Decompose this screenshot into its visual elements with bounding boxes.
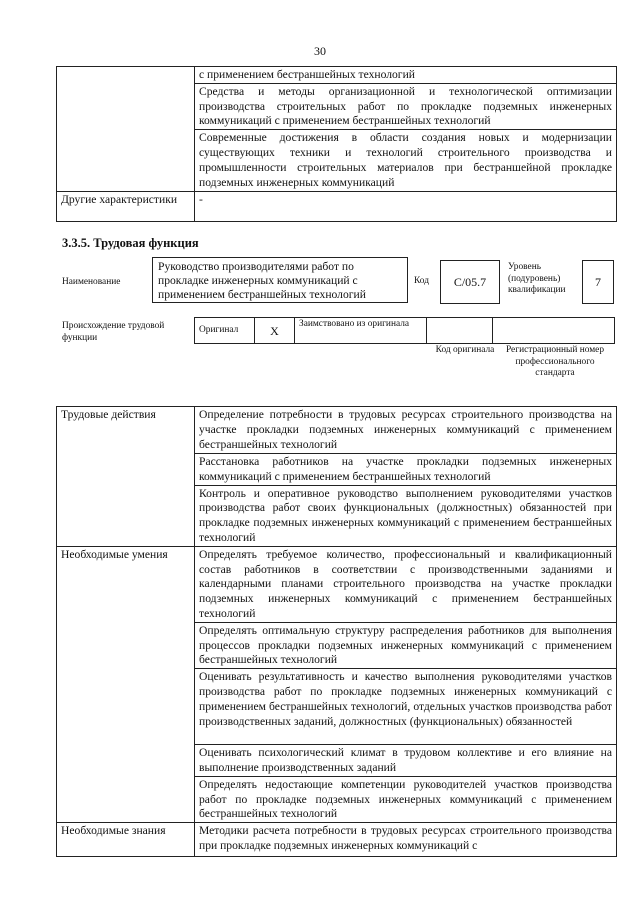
skills-label: Необходимые умения [57, 546, 195, 822]
original-mark: Х [255, 318, 295, 344]
top-knowledge-table [56, 66, 617, 222]
origin-label: Происхождение трудовой функции [62, 321, 165, 343]
original-label: Оригинал [195, 318, 255, 344]
other-characteristics-value: - [195, 192, 617, 222]
registration-caption: Регистрационный номер профессионального стандарта [505, 345, 605, 378]
labor-action-item: Расстановка работников на участке прокладки подземных инженерных коммуникаций с применением бестраншейных технологий [195, 454, 617, 486]
registration-number-cell [493, 318, 615, 344]
labor-action-item: Определение потребности в трудовых ресурсах строительного производства на участке прокладки подземных инженерных коммуникаций с применением бестраншейных технологий [195, 407, 617, 454]
borrowed-label: Заимствовано из оригинала [295, 318, 427, 344]
skill-item: Оценивать психологический климат в трудовом коллективе и его влияние на выполнение производственных заданий [195, 745, 617, 777]
top-table-label-cell [57, 67, 195, 192]
labor-function-table [56, 406, 617, 857]
knowledge-item: Методики расчета потребности в трудовых ресурсах строительного производства при прокладке подземных инженерных коммуникаций с [195, 823, 617, 857]
origin-table [194, 317, 615, 344]
labor-actions-label: Трудовые действия [57, 407, 195, 547]
function-name-box: Руководство производителями работ по прокладке инженерных коммуникаций с применением бестраншейных технологий [152, 257, 408, 303]
skill-item: Определять требуемое количество, профессиональный и квалификационный состав работников в соответствии с производственными заданиями и календарными планами строительного производства на участке прокладки подземных инженерных коммуникаций с применением бестраншейных технологий [195, 546, 617, 622]
knowledge-item: Средства и методы организационной и технологической оптимизации производства строительных работ по прокладке подземных инженерных коммуникаций с применением бестраншейных технологий [195, 83, 617, 129]
skill-item: Определять недостающие компетенции руководителей участков производства работ по прокладке подземных инженерных коммуникаций с применением бестраншейных технологий [195, 776, 617, 822]
origin-code-cell [427, 318, 493, 344]
labor-action-item: Контроль и оперативное руководство выполнением руководителями участков производства работ своих функциональных (должностных) обязанностей при прокладке подземных инженерных коммуникаций с применением бестраншейных технологий [195, 485, 617, 546]
skill-item: Оценивать результативность и качество выполнения руководителями участков производства работ по прокладке подземных инженерных коммуникаций с применением бестраншейных технологий, отдельных участков производства работ производственных заданий, должностных (функциональных) обязанностей [195, 669, 617, 745]
code-value-box: С/05.7 [440, 260, 500, 304]
code-label: Код [414, 276, 429, 286]
name-label: Наименование [62, 277, 121, 287]
other-characteristics-label: Другие характеристики [57, 192, 195, 222]
origin-code-caption: Код оригинала [435, 345, 495, 355]
knowledge-continuation: с применением бестраншейных технологий [195, 67, 617, 84]
page-number: 30 [314, 44, 326, 58]
level-value-box: 7 [582, 260, 614, 304]
section-title: 3.3.5. Трудовая функция [62, 236, 199, 250]
knowledge-label: Необходимые знания [57, 823, 195, 857]
knowledge-item: Современные достижения в области создания новых и модернизации существующих техники и технологий строительного производства и промышленности строительных материалов при бестраншейной прокладке подземных инженерных коммуникаций [195, 130, 617, 192]
skill-item: Определять оптимальную структуру распределения работников для выполнения процессов прокладки подземных инженерных коммуникаций с применением бестраншейных технологий [195, 622, 617, 668]
level-label: Уровень (подуровень) квалификации [508, 262, 566, 295]
